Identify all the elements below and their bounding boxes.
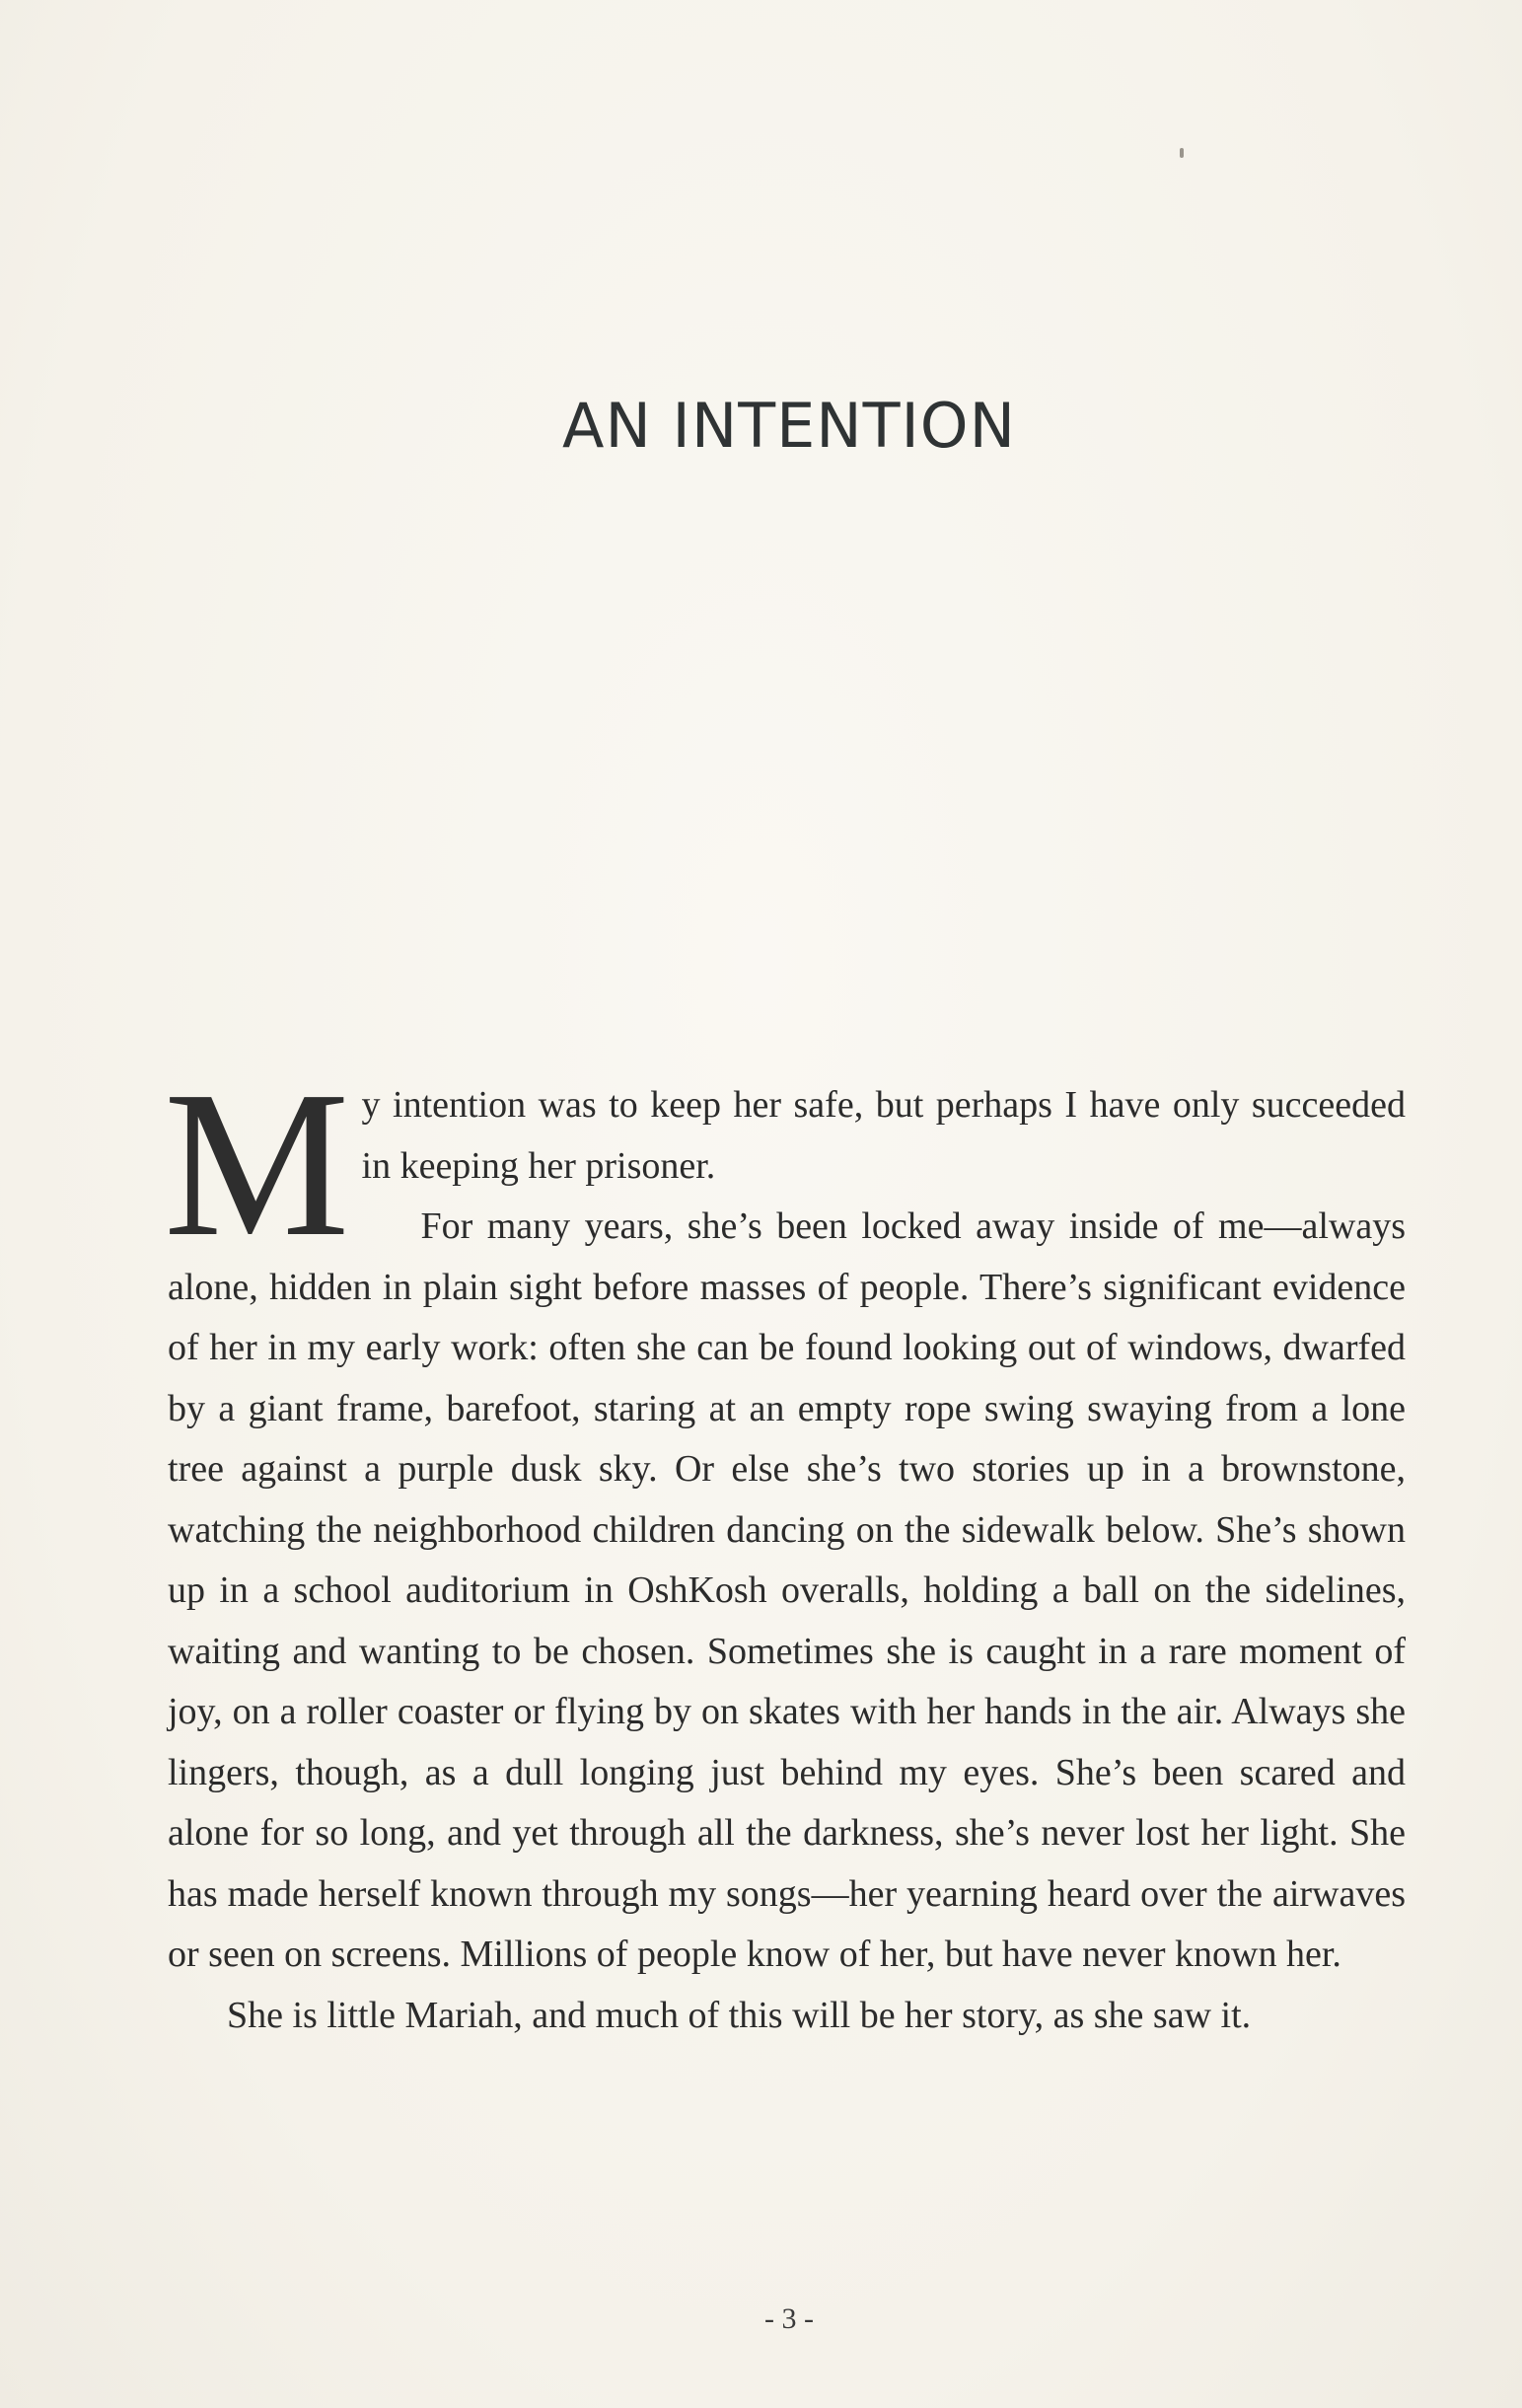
paragraph-3: She is little Mariah, and much of this will be her story, as she saw it. (227, 1994, 1252, 2036)
chapter-title: AN INTENTION (562, 390, 1016, 462)
paper-speck (1180, 148, 1184, 158)
chapter-body (164, 1048, 1406, 2046)
page-number: - 3 - (764, 2302, 814, 2335)
drop-cap: M (164, 1048, 350, 1279)
paragraph-1 (164, 1048, 1406, 1279)
paragraph-1-text: y intention was to keep her safe, but perhaps I have only succeeded in keeping her prisoner. (361, 1084, 1406, 1187)
paragraph-2: For many years, she’s been locked away inside of me—always alone, hidden in plain sight before masses of people. There’s significant evidence of her in my early work: often she can be found looking out of windows, dwarfed by a giant frame, barefoot, staring at an empty rope swing swaying from a lone tree against a purple dusk sky. Or else she’s two stories up in a brownstone, watching the neighborhood children dancing on the sidewalk below. She’s shown up in a school auditorium in OshKosh overalls, holding a ball on the sidelines, waiting and wanting to be chosen. Sometimes she is caught in a rare moment of joy, on a roller coaster or flying by on skates with her hands in the air. Always she lingers, though, as a dull longing just behind my eyes. She’s been scared and alone for so long, and yet through all the darkness, she’s never lost her light. She has made herself known through my songs—her yearning heard over the airwaves or seen on screens. Millions of people know of her, but have never known her. (168, 1205, 1406, 1975)
